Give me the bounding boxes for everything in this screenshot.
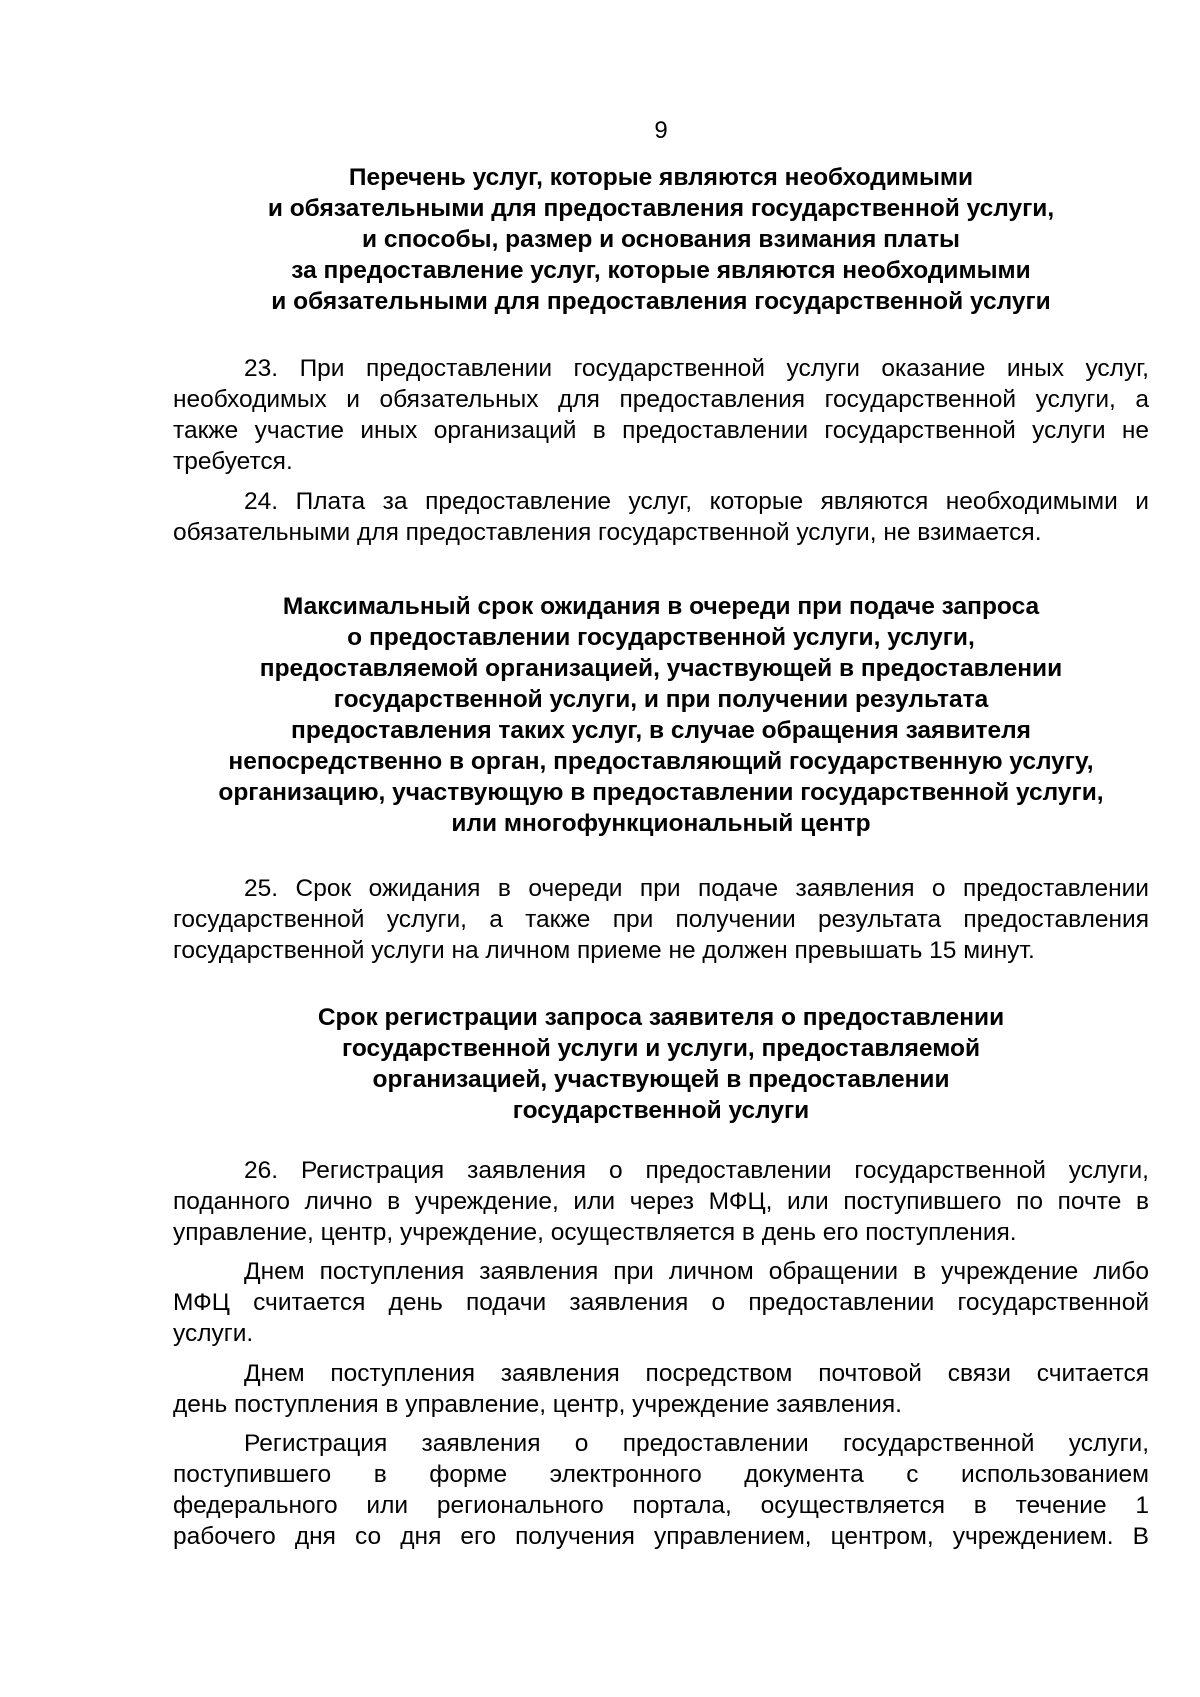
paragraph-line: необходимых и обязательных для предоставления государственной услуги, а — [173, 386, 1149, 413]
paragraph-line: также участие иных организаций в предоставлении государственной услуги не — [173, 417, 1149, 444]
heading-line: о предоставлении государственной услуги, услуги, — [347, 624, 975, 651]
paragraph-receipt-day-personal — [173, 1256, 1149, 1349]
paragraph-line: требуется. — [173, 448, 293, 475]
paragraph-line: услуги. — [173, 1320, 254, 1347]
heading-line: и обязательными для предоставления государственной услуги — [271, 288, 1051, 315]
heading-line: Максимальный срок ожидания в очереди при подаче запроса — [282, 593, 1040, 620]
paragraph-24 — [173, 486, 1149, 548]
paragraph-line: рабочего дня со дня его получения управлением, центром, учреждением. В — [173, 1523, 1149, 1550]
heading-line: государственной услуги — [512, 1097, 810, 1124]
paragraph-line: день поступления в управление, центр, учреждение заявления. — [173, 1391, 902, 1418]
heading-line: организацию, участвующую в предоставлении государственной услуги, — [218, 779, 1104, 806]
heading-line: или многофункциональный центр — [451, 810, 871, 837]
heading-line: государственной услуги, и при получении результата — [333, 686, 989, 713]
heading-line: предоставления таких услуг, в случае обращения заявителя — [291, 717, 1031, 744]
paragraph-line: 25. Срок ожидания в очереди при подаче заявления о предоставлении — [244, 875, 1149, 902]
page-number: 9 — [654, 117, 668, 144]
paragraph-electronic-registration — [173, 1428, 1149, 1552]
paragraph-26 — [173, 1155, 1149, 1248]
paragraph-line: обязательными для предоставления государственной услуги, не взимается. — [173, 519, 1042, 546]
section-heading-registration-time — [173, 1002, 1149, 1126]
heading-line: непосредственно в орган, предоставляющий государственную услугу, — [228, 748, 1094, 775]
paragraph-line: МФЦ считается день подачи заявления о предоставлении государственной — [173, 1289, 1149, 1316]
paragraph-line: поступившего в форме электронного документа с использованием — [173, 1461, 1149, 1488]
heading-line: за предоставление услуг, которые являются необходимыми — [291, 257, 1031, 284]
paragraph-line: 24. Плата за предоставление услуг, которые являются необходимыми и — [244, 488, 1149, 515]
paragraph-line: управление, центр, учреждение, осуществляется в день его поступления. — [173, 1219, 1017, 1246]
heading-line: государственной услуги и услуги, предоставляемой — [341, 1035, 981, 1062]
paragraph-line: Днем поступления заявления посредством почтовой связи считается — [244, 1360, 1149, 1387]
paragraph-25 — [173, 873, 1149, 966]
paragraph-line: Днем поступления заявления при личном обращении в учреждение либо — [244, 1258, 1149, 1285]
paragraph-line: Регистрация заявления о предоставлении государственной услуги, — [244, 1430, 1149, 1457]
paragraph-line: 26. Регистрация заявления о предоставлении государственной услуги, — [244, 1157, 1149, 1184]
paragraph-receipt-day-post — [173, 1358, 1149, 1420]
paragraph-line: государственной услуги, а также при получении результата предоставления — [173, 906, 1149, 933]
section-heading-required-services — [173, 162, 1149, 317]
section-heading-queue-time — [173, 591, 1149, 839]
heading-line: Срок регистрации запроса заявителя о предоставлении — [317, 1004, 1005, 1031]
paragraph-line: 23. При предоставлении государственной услуги оказание иных услуг, — [244, 355, 1149, 382]
paragraph-line: поданного лично в учреждение, или через МФЦ, или поступившего по почте в — [173, 1188, 1149, 1215]
heading-line: и обязательными для предоставления государственной услуги, — [267, 195, 1055, 222]
heading-line: предоставляемой организацией, участвующей в предоставлении — [259, 655, 1063, 682]
paragraph-line: федерального или регионального портала, осуществляется в течение 1 — [173, 1492, 1149, 1519]
paragraph-23 — [173, 353, 1149, 477]
heading-line: организацией, участвующей в предоставлении — [372, 1066, 950, 1093]
paragraph-line: государственной услуги на личном приеме не должен превышать 15 минут. — [173, 937, 1035, 964]
heading-line: и способы, размер и основания взимания платы — [361, 226, 960, 253]
heading-line: Перечень услуг, которые являются необходимыми — [348, 164, 974, 191]
